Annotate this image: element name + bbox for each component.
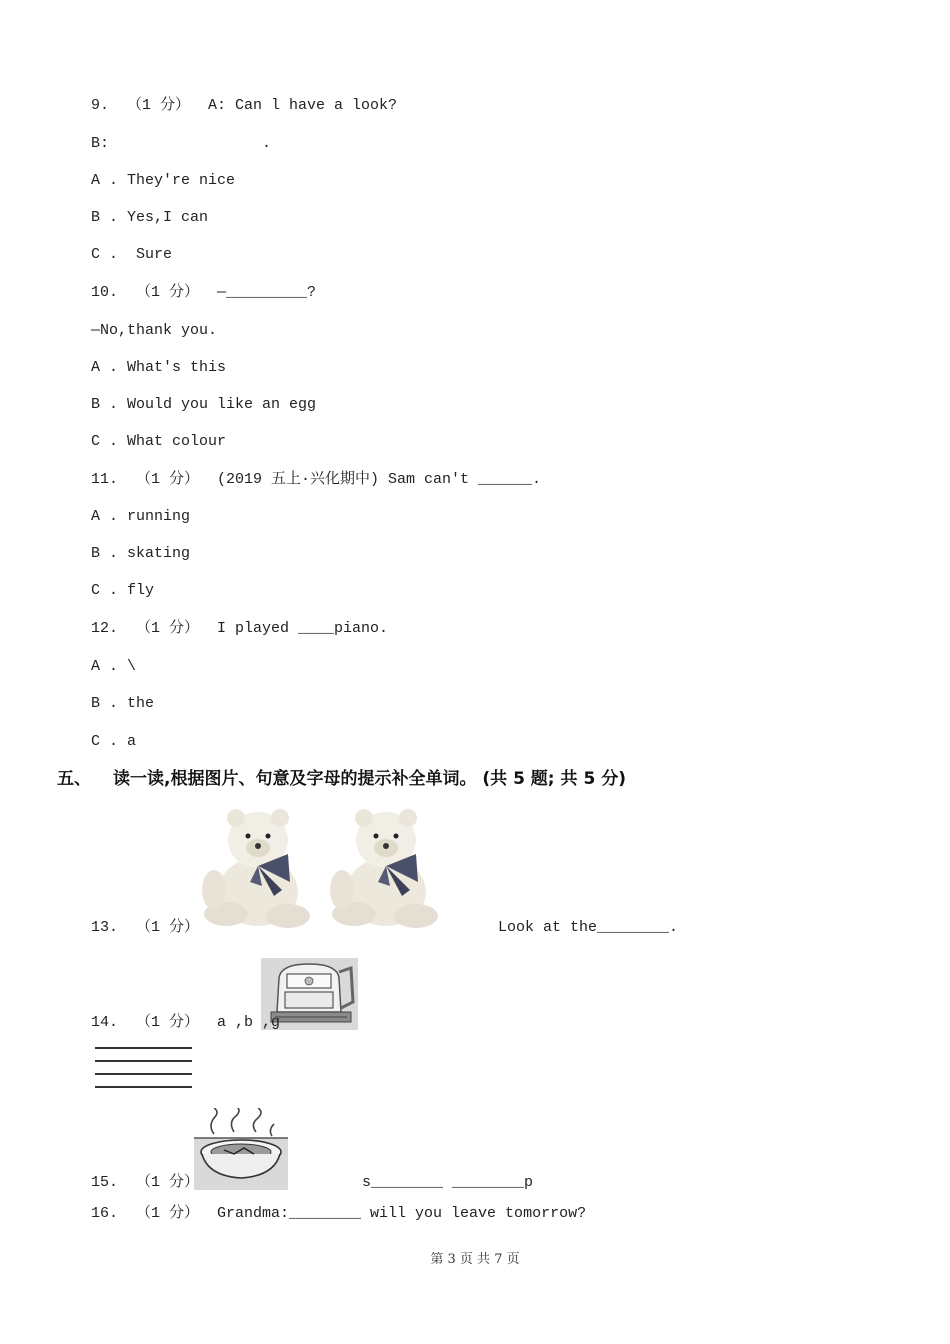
q9-option-b: B . Yes,I can (91, 209, 209, 226)
q9-stem: 9. （1 分） A: Can l have a look? (91, 97, 398, 114)
teddy-bears-image (196, 804, 444, 932)
q9-option-c: C . Sure (91, 246, 173, 263)
writing-lines (95, 1047, 192, 1099)
q11-option-b: B . skating (91, 545, 191, 562)
q13-stem: 13. （1 分） (91, 919, 200, 936)
q10-option-b: B . Would you like an egg (91, 396, 317, 413)
q12-option-b: B . the (91, 695, 155, 712)
q9-option-a: A . They're nice (91, 172, 236, 189)
section-5-heading (57, 767, 626, 791)
q11-option-a: A . running (91, 508, 191, 525)
q12-stem: 12. （1 分） I played ____piano. (91, 620, 389, 637)
q15-stem: 15. （1 分） (91, 1174, 200, 1191)
writing-line (95, 1073, 192, 1075)
q10-stem: 10. （1 分） —_________? (91, 284, 317, 301)
q11-option-c: C . fly (91, 582, 155, 599)
writing-line (95, 1086, 192, 1088)
page-footer: 第 3 页 共 7 页 (430, 1252, 520, 1267)
section-5-number: 五、 (57, 769, 91, 789)
q10-option-c: C . What colour (91, 433, 227, 450)
q16-stem: 16. （1 分） Grandma:________ will you leave tomorrow? (91, 1205, 587, 1222)
section-5-title: 读一读,根据图片、句意及字母的提示补全单词。 (共 5 题; 共 5 分) (113, 769, 626, 789)
q10-reply: —No,thank you. (91, 322, 218, 339)
q12-option-c: C . a (91, 733, 137, 750)
writing-line (95, 1060, 192, 1062)
teddy-bear-left-icon (202, 809, 310, 928)
q10-option-a: A . What's this (91, 359, 227, 376)
q9-b-line: B: . (91, 135, 272, 152)
soup-bowl-image (194, 1108, 288, 1190)
q13-prompt: Look at the________. (498, 919, 679, 936)
q12-option-a: A . \ (91, 658, 137, 675)
q15-prompt: s________ ________p (362, 1174, 534, 1191)
writing-line (95, 1047, 192, 1049)
q14-stem: 14. （1 分） a ,b ,g (91, 1014, 281, 1031)
teddy-bear-right-icon (330, 809, 438, 928)
q11-stem: 11. （1 分） (2019 五上·兴化期中) Sam can't ______. (91, 471, 542, 488)
